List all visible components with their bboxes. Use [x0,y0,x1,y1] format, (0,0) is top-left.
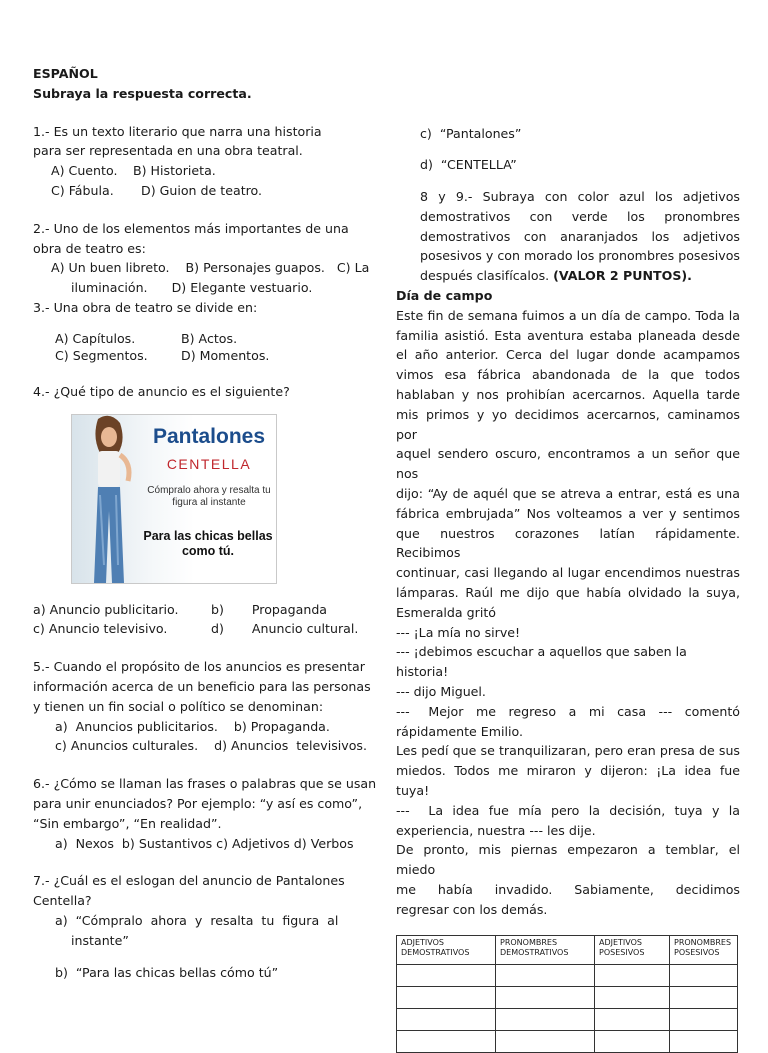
question-text: 3.- Una obra de teatro se divide en: [33,299,258,315]
option-line: d) “CENTELLA” [420,157,517,172]
story-line: --- La idea fue mía pero la decisión, tuya y la [396,802,740,818]
question-text: 1.- Es un texto literario que narra una historia [33,123,322,139]
option-line: A) Un buen libreto. B) Personajes guapos. C) La [51,260,370,276]
story-line: hablaban y nos prohibían acercarnos. Aquella tarde [396,386,740,402]
story-line: --- ¡debimos escuchar a aquellos que saben la historia! [396,644,691,680]
option: D) Momentos. [181,347,270,363]
option-line: a) “Cómpralo ahora y resalta tu figura al [55,912,339,928]
subject-title: ESPAÑOL [33,66,98,81]
table-cell[interactable] [670,1009,738,1031]
question-6 [33,774,378,853]
question-text: Centella? [33,893,92,909]
left-column [33,64,378,982]
option: b) Propaganda [211,601,328,617]
option-line: c) “Pantalones” [420,126,522,141]
advertisement-image [71,414,277,584]
story-line: vimos esa fábrica abandonada de la que todos [396,367,740,383]
table-row [397,1009,738,1031]
question-text: 5.- Cuando el propósito de los anuncios es presentar [33,659,365,675]
table-cell[interactable] [670,1031,738,1053]
question-text: demostrativos con verde los pronombres [420,208,740,224]
question-2 [33,219,378,298]
story-line: familia asistió. Esta aventura estaba planeada desde [396,327,740,343]
option: d) Anuncio cultural. [211,621,359,637]
story-line: Les pedí que se tranquilizaran, pero eran presa de sus [396,743,740,759]
table-cell[interactable] [595,987,670,1009]
story-line: regresar con los demás. [396,901,548,917]
question-text: posesivos y con morado los pronombres posesivos [420,248,740,264]
option: c) Anuncio televisivo. [33,621,168,637]
story-line: continuar, casi llegando al lugar encendimos nuestras [396,565,740,581]
option: A) Capítulos. [55,330,136,346]
question-text: 7.- ¿Cuál es el eslogan del anuncio de Pantalones [33,873,345,889]
table-cell[interactable] [496,965,595,987]
table-cell[interactable] [397,987,496,1009]
table-cell[interactable] [670,987,738,1009]
table-row [397,1031,738,1053]
table-header: PRONOMBRES DEMOSTRATIVOS [496,936,595,965]
story-line: --- Mejor me regreso a mi casa --- comentó [396,703,740,719]
story-line: De pronto, mis piernas empezaron a temblar, el miedo [396,842,745,878]
question-text: demostrativos con anaranjados los adjetivos [420,228,740,244]
table-cell[interactable] [496,987,595,1009]
story-line: mis primos y yo decidimos acercarnos, caminamos por [396,406,745,442]
question-text: después clasifícalos. [420,268,554,284]
story-line: que nuestros corazones latían rápidamente. Recibimos [396,525,745,561]
option-line: iluminación. D) Elegante vestuario. [71,280,313,296]
question-4 [33,382,378,639]
story-line: aquel sendero oscuro, encontramos a un señor que nos [396,446,745,482]
question-text: para unir enunciados? Por ejemplo: “y así es como”, [33,795,363,811]
table-cell[interactable] [595,965,670,987]
question-text: 2.- Uno de los elementos más importantes de una [33,220,349,236]
option: a) Anuncio publicitario. [33,601,179,617]
question-text: 6.- ¿Cómo se llaman las frases o palabras que se usan [33,776,377,792]
story-line: --- dijo Miguel. [396,683,486,699]
story-line: fábrica embrujada” Nos volteamos a ver y sentimos [396,505,740,521]
story-text [396,306,745,920]
question-8-9 [396,187,740,286]
question-7 [33,871,378,982]
story-line: lámparas. Raúl me dijo que había olvidado la suya, [396,584,740,600]
table-cell[interactable] [397,1031,496,1053]
option-line: a) Anuncios publicitarios. b) Propaganda. [55,718,330,734]
classification-table [396,935,738,1053]
ad-slogan: Cómpralo ahora y resalta tu figura al instante [147,484,271,508]
option-line: a) Nexos b) Sustantivos c) Adjetivos d) Verbos [55,835,354,851]
story-line: --- ¡La mía no sirve! [396,624,521,640]
question-text: información acerca de un beneficio para las personas [33,678,371,694]
story-line: rápidamente Emilio. [396,723,523,739]
story-line: experiencia, nuestra --- les dije. [396,822,596,838]
ad-name: CENTELLA [166,455,252,472]
table-cell[interactable] [397,965,496,987]
option: B) Actos. [181,330,238,346]
table-cell[interactable] [496,1009,595,1031]
table-cell[interactable] [595,1031,670,1053]
question-3 [33,298,378,364]
story-line: dijo: “Ay de aquél que se atreva a entrar, está es una [396,485,740,501]
option: A) Cuento. [51,163,118,179]
story-line: me había invadido. Sabiamente, decidimos [396,881,740,897]
ad-tagline: Para las chicas bellas como tú. [143,528,273,558]
question-text: y tienen un fin social o político se denominan: [33,698,324,714]
option: C) Fábula. [51,182,114,198]
table-row [397,965,738,987]
table-cell[interactable] [496,1031,595,1053]
option: C) Segmentos. [55,347,148,363]
option: D) Guion de teatro. [141,182,263,198]
points-value: (VALOR 2 PUNTOS). [553,268,692,284]
story-line: miedos. Todos me miraron y dijeron: ¡La idea fue tuya! [396,763,745,798]
model-illustration [78,415,138,583]
story-line: Este fin de semana fuimos a un día de campo. Toda la [396,307,740,323]
table-cell[interactable] [670,965,738,987]
option-line: instante” [71,932,129,948]
question-5 [33,657,378,756]
story-title: Día de campo [396,287,493,303]
option-line: c) Anuncios culturales. d) Anuncios televisivos. [55,738,367,754]
option-line: b) “Para las chicas bellas cómo tú” [55,964,279,980]
story-line: el año anterior. Cerca del lugar donde acampamos [396,347,740,363]
table-header: ADJETIVOS DEMOSTRATIVOS [397,936,496,965]
question-text: 4.- ¿Qué tipo de anuncio es el siguiente? [33,383,290,399]
table-row [397,987,738,1009]
instruction: Subraya la respuesta correcta. [33,85,252,101]
question-1 [33,122,378,201]
ad-brand: Pantalones [152,424,266,448]
question-text: para ser representada en una obra teatral. [33,143,303,159]
table-header: PRONOMBRES POSESIVOS [670,936,738,965]
story-line: Esmeralda gritó [396,604,496,620]
table-cell[interactable] [397,1009,496,1031]
question-text: “Sin embargo”, “En realidad”. [33,815,222,831]
right-column [396,187,745,1053]
table-cell[interactable] [595,1009,670,1031]
question-text: obra de teatro es: [33,240,146,256]
table-header: ADJETIVOS POSESIVOS [595,936,670,965]
option: B) Historieta. [133,163,216,179]
question-text: 8 y 9.- Subraya con color azul los adjetivos [420,189,740,204]
